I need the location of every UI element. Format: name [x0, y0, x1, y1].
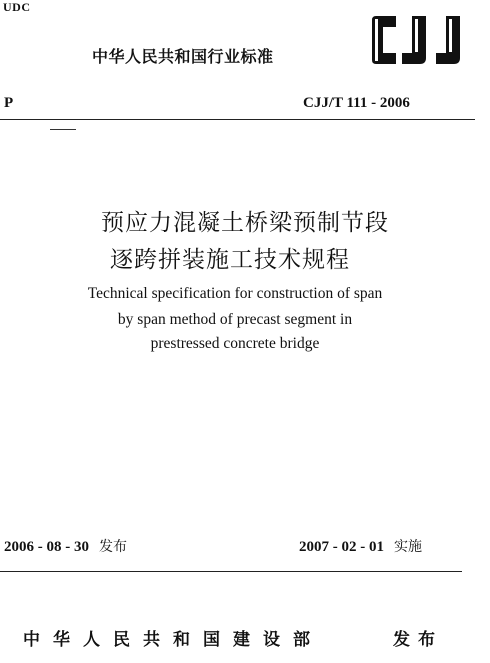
issue-date-block [4, 536, 127, 556]
issue-date: 2006 - 08 - 30 [4, 539, 89, 555]
title-en-line-2: by span method of precast segment in [117, 311, 353, 328]
issue-label: 发布 [99, 539, 127, 555]
header-dash-mark [50, 129, 76, 130]
standard-category: 中华人民共和国行业标准 [92, 47, 274, 66]
header-divider [0, 119, 475, 120]
effective-date: 2007 - 02 - 01 [299, 539, 384, 555]
effective-date-block [299, 536, 422, 556]
title-en-line-3: prestressed concrete bridge [150, 335, 320, 352]
classification-code: P [4, 95, 14, 111]
title-cn-line-1: 预应力混凝土桥梁预制节段 [101, 210, 389, 236]
footer-divider [0, 571, 462, 572]
effective-label: 实施 [394, 539, 422, 555]
udc-label: UDC [3, 0, 31, 14]
publisher-name: 中华人民共和国建设部 [23, 630, 323, 650]
publisher-action: 发布 [393, 630, 443, 650]
cjj-logo [366, 14, 466, 66]
title-en-line-1: Technical specification for construction of span [87, 285, 383, 302]
title-cn-line-2: 逐跨拼装施工技术规程 [110, 247, 350, 273]
standard-number: CJJ/T 111 - 2006 [303, 95, 410, 111]
